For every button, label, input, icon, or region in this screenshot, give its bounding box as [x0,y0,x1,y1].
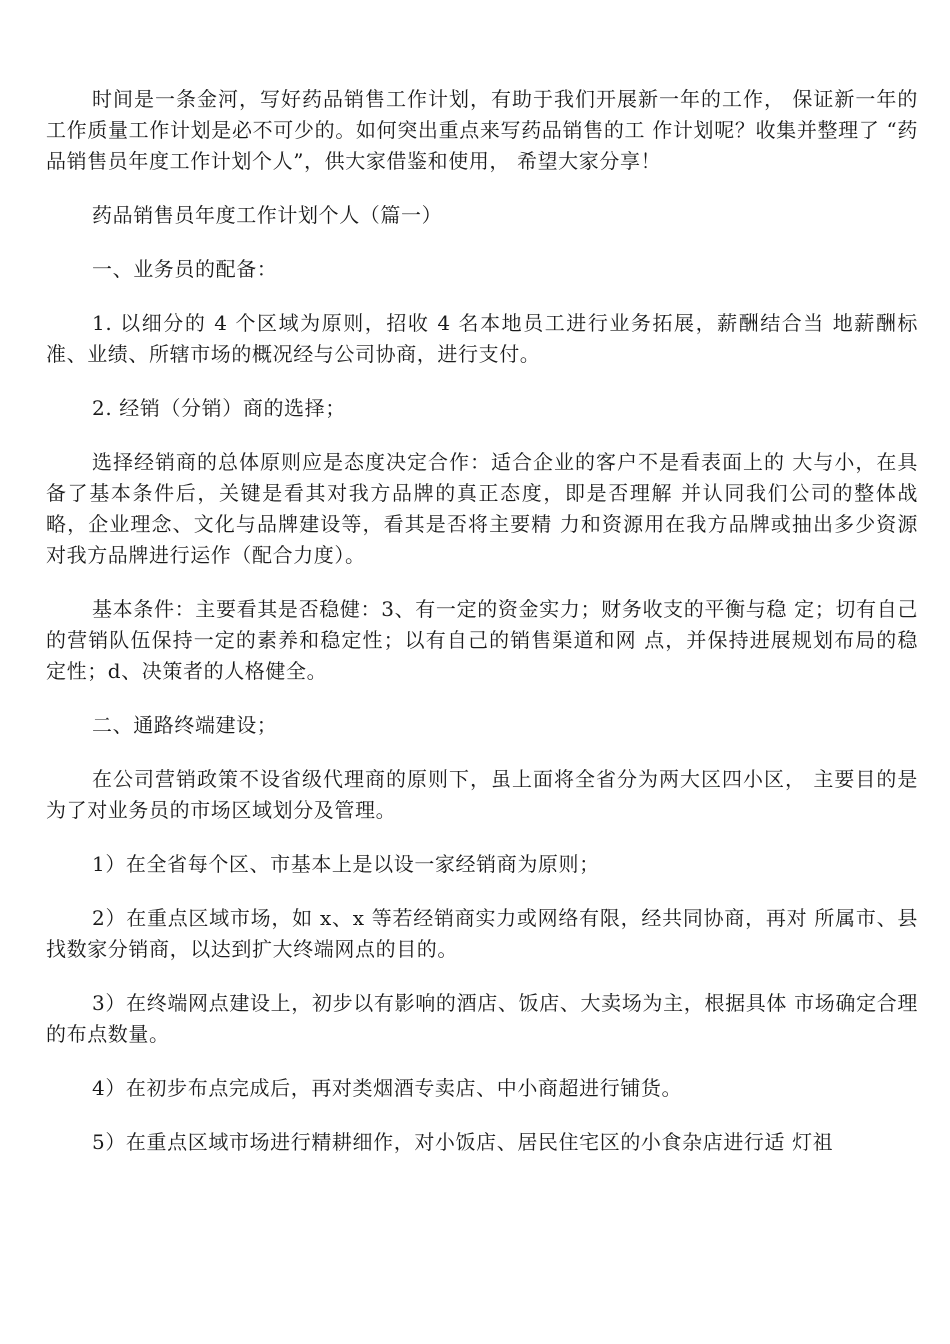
item-staffing-1: 1. 以细分的 4 个区域为原则，招收 4 名本地员工进行业务拓展，薪酬结合当 地薪酬标准、业绩、所辖市场的概况经与公司协商，进行支付。 [46,311,918,366]
intro-paragraph: 时间是一条金河，写好药品销售工作计划，有助于我们开展新一年的工作， 保证新一年的工作质量工作计划是必不可少的。如何突出重点来写药品销售的工 作计划呢？收集并整理了 “药品销售员年度工作计划个人”，供大家借鉴和使用， 希望大家分享！ [46,87,918,173]
item-distributor-selection: 2. 经销（分销）商的选择； [92,396,346,420]
section-title: 药品销售员年度工作计划个人（篇一） [92,203,443,227]
heading-staffing: 一、业务员的配备： [92,257,278,281]
document-body [46,84,918,1181]
heading-channel-building: 二、通路终端建设； [92,713,278,737]
list-item-3: 3）在终端网点建设上，初步以有影响的酒店、饭店、大卖场为主，根据具体 市场确定合理的布点数量。 [46,991,918,1046]
paragraph-channel-policy: 在公司营销政策不设省级代理商的原则下，虽上面将全省分为两大区四小区， 主要目的是为了对业务员的市场区域划分及管理。 [46,767,918,822]
paragraph-selection-principle: 选择经销商的总体原则应是态度决定合作：适合企业的客户不是看表面上的 大与小，在具备了基本条件后，关键是看其对我方品牌的真正态度，即是否理解 并认同我们公司的整体战略，企业理念、文化与品牌建设等，看其是否将主要精 力和资源用在我方品牌或抽出多少资源对我方品牌进行运作（配合力度）。 [46,450,918,567]
list-item-4: 4）在初步布点完成后，再对类烟酒专卖店、中小商超进行铺货。 [92,1076,683,1100]
list-item-2: 2）在重点区域市场，如 x、x 等若经销商实力或网络有限，经共同协商，再对 所属市、县找数家分销商，以达到扩大终端网点的目的。 [46,906,918,961]
list-item-5: 5）在重点区域市场进行精耕细作，对小饭店、居民住宅区的小食杂店进行适 灯祖 [92,1130,834,1154]
paragraph-basic-conditions: 基本条件：主要看其是否稳健：3、有一定的资金实力；财务收支的平衡与稳 定；切有自己的营销队伍保持一定的素养和稳定性；以有自己的销售渠道和网 点，并保持进展规划布局的稳定性；d、决策者的人格健全。 [46,597,918,683]
list-item-1: 1）在全省每个区、市基本上是以设一家经销商为原则； [92,852,600,876]
